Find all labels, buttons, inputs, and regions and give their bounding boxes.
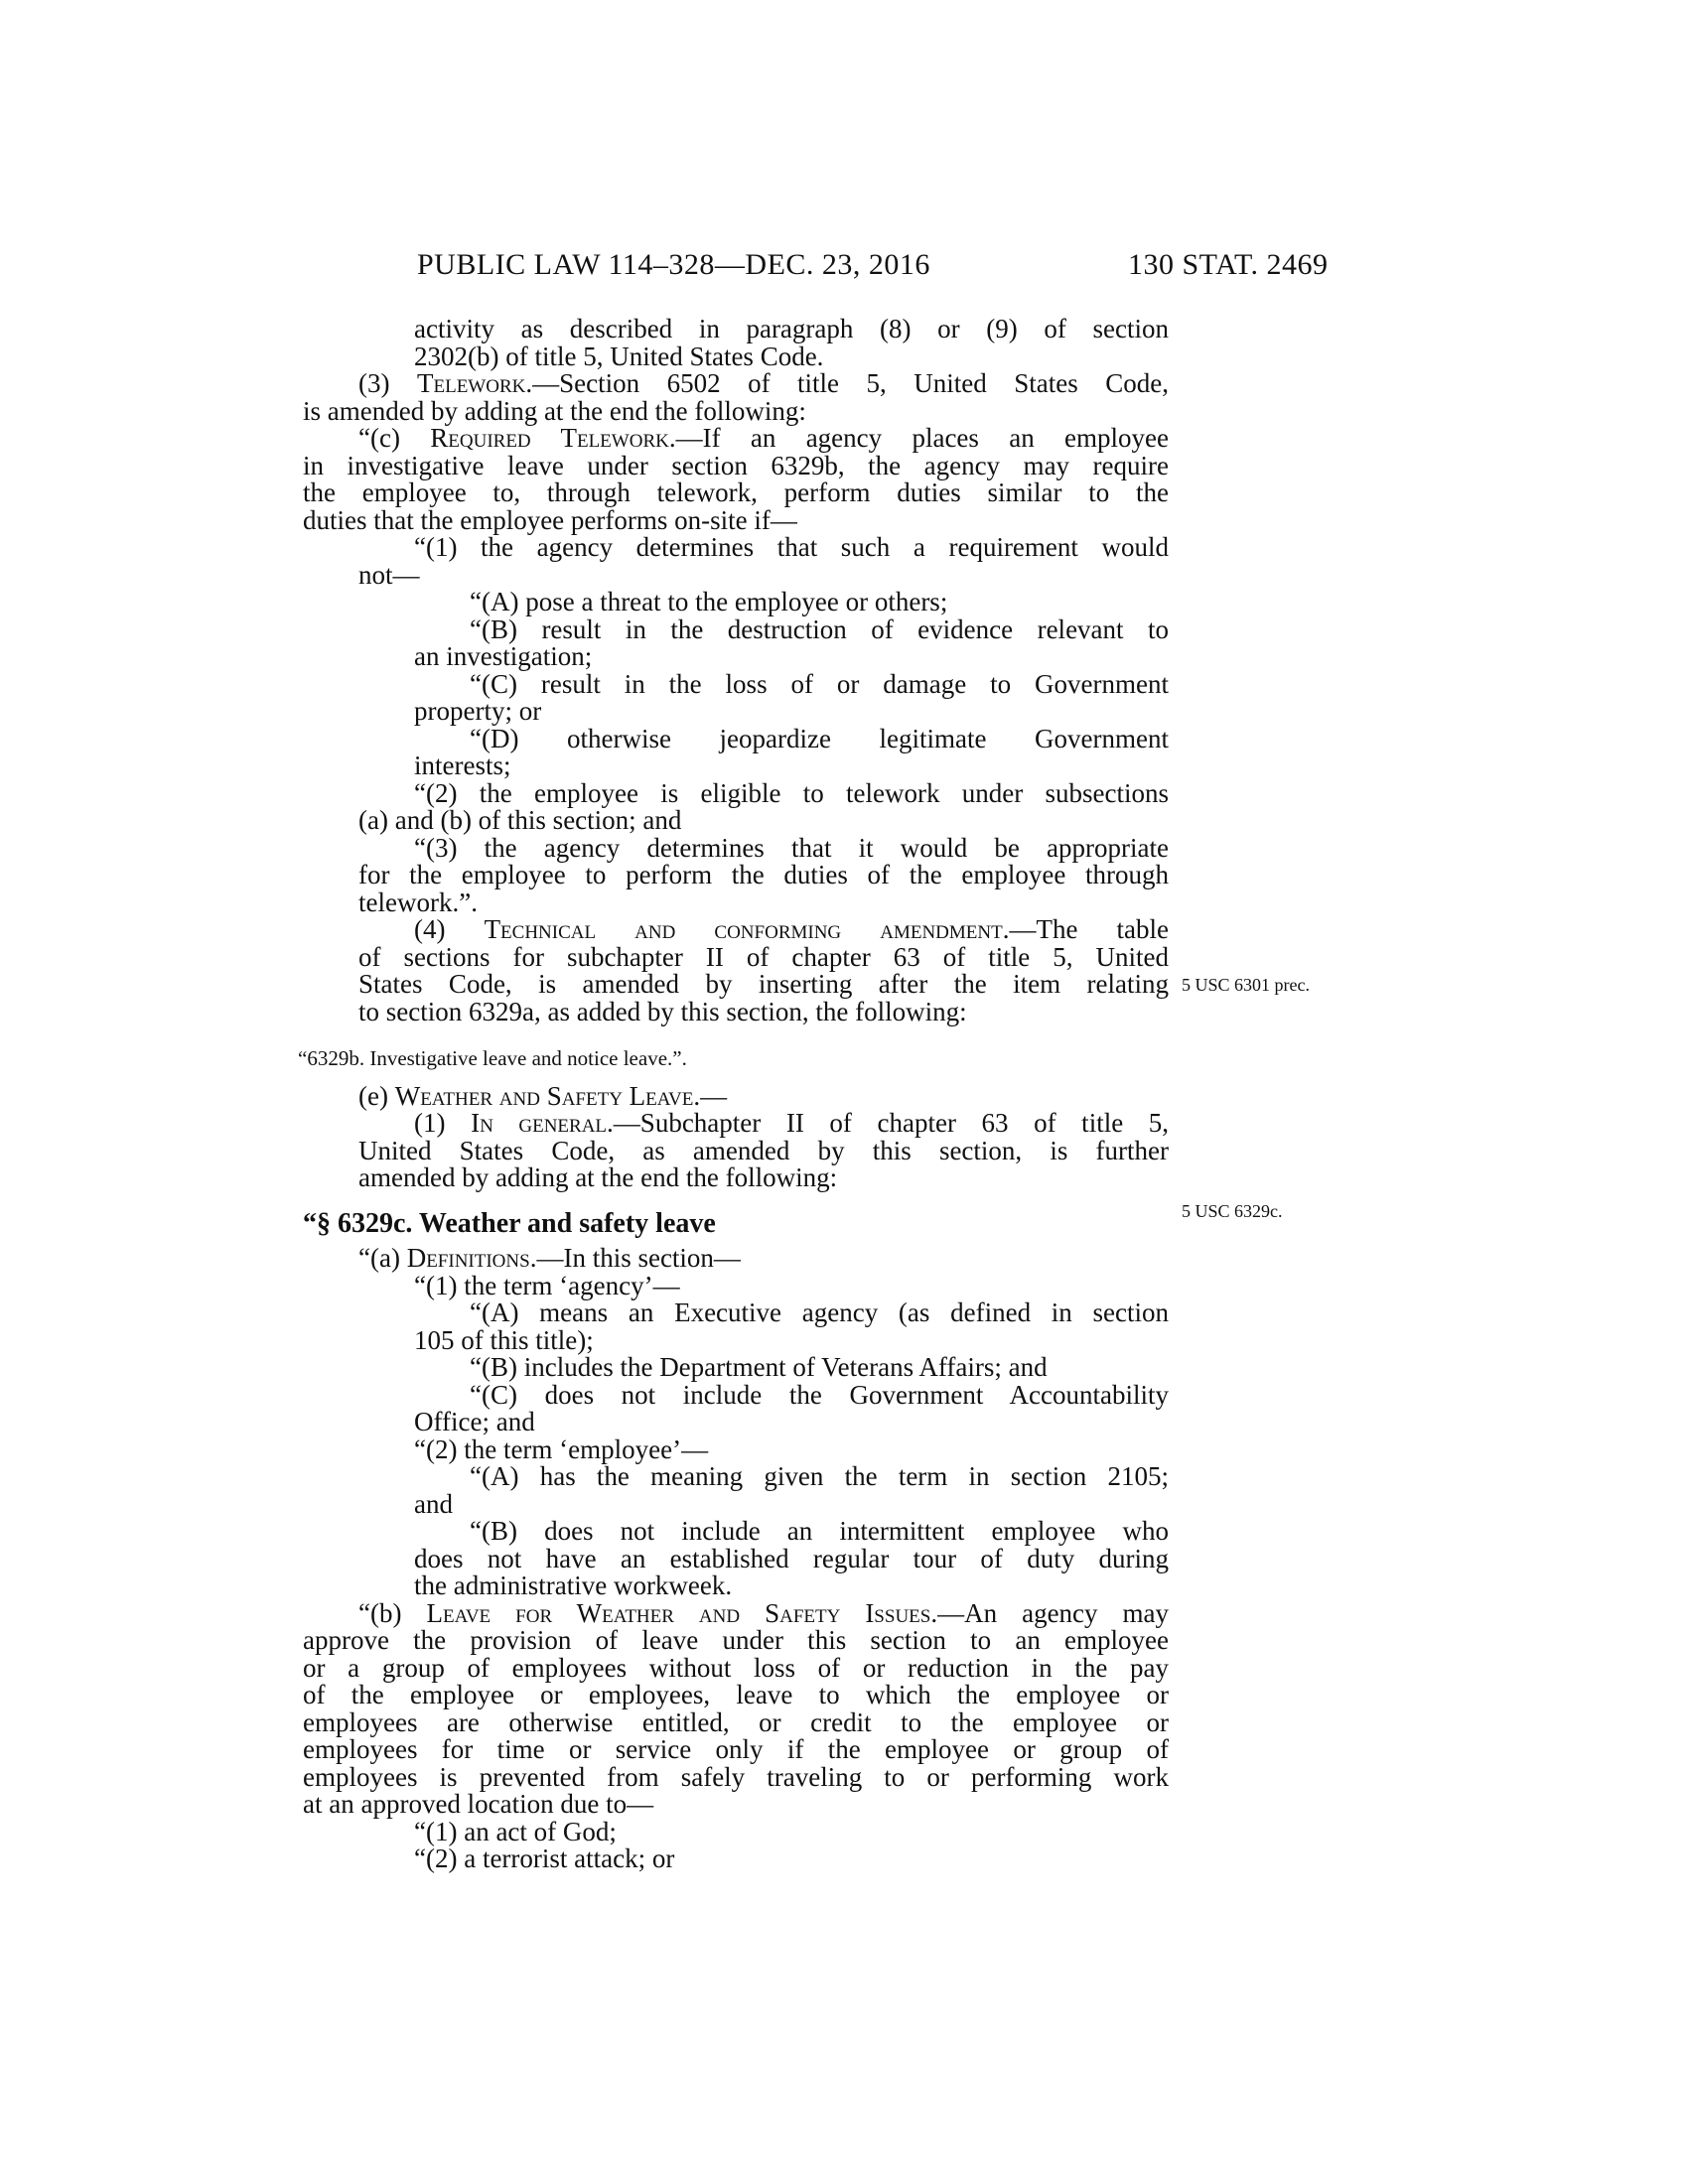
text-line: the administrative workweek. <box>414 1570 733 1600</box>
text-line: “(B) includes the Department of Veterans Affairs; and <box>470 1352 1048 1382</box>
text-line: States Code, is amended by inserting after the item relating <box>358 969 1169 999</box>
text-fragment: .—An agency may <box>930 1597 1170 1628</box>
text-line: duties that the employee performs on-site if— <box>303 504 797 535</box>
section-heading-6329c: “§ 6329c. Weather and safety leave <box>303 1207 716 1239</box>
text-line: “(1) the agency determines that such a requirement would <box>414 532 1169 562</box>
paragraph-number: (3) <box>358 368 417 398</box>
margin-note-usc-6329c: 5 USC 6329c. <box>1182 1201 1283 1221</box>
subsection-number: “(a) <box>358 1243 407 1273</box>
text-line: employees is prevented from safely traveling to or performing work <box>303 1761 1169 1792</box>
heading-technical-amendment: Technical and conforming amendment <box>484 914 1003 944</box>
text-line: “(C) does not include the Government Accountability <box>470 1379 1169 1410</box>
document-body <box>298 314 1170 1873</box>
subsection-weather-safety-leave <box>358 1080 1169 1111</box>
text-fragment: .—The table <box>1002 914 1170 944</box>
text-fragment: .—If an agency places an employee <box>668 423 1169 453</box>
text-line: “(B) result in the destruction of evidence relevant to <box>470 614 1169 644</box>
text-line: does not have an established regular tour of duty during <box>414 1543 1169 1573</box>
text-line: amended by adding at the end the following: <box>358 1162 838 1192</box>
text-line: “(1) an act of God; <box>414 1816 617 1846</box>
page-header <box>0 248 1688 288</box>
subsection-number: “(c) <box>358 423 431 453</box>
heading-telework: Telework <box>416 368 526 398</box>
text-line: is amended by adding at the end the following: <box>303 395 806 426</box>
text-line: not— <box>358 559 420 590</box>
text-line: “(A) pose a threat to the employee or others; <box>470 587 948 616</box>
text-line: property; or <box>414 696 542 726</box>
text-line: “(2) the employee is eligible to telework under subsections <box>414 777 1169 808</box>
text-line: or a group of employees without loss of or reduction in the pay <box>303 1652 1169 1683</box>
text-line: at an approved location due to— <box>303 1789 654 1819</box>
text-line: telework.”. <box>358 887 478 917</box>
text-line: activity as described in paragraph (8) or (9) of section <box>414 314 1169 343</box>
heading-leave-weather-safety-issues: Leave for Weather and Safety Issues <box>426 1597 931 1628</box>
text-line: to section 6329a, as added by this section, the following: <box>358 996 967 1026</box>
subsection-required-telework <box>358 425 1169 453</box>
text-line: “(2) the term ‘employee’— <box>414 1433 709 1464</box>
text-line: in investigative leave under section 6329b, the agency may require <box>303 450 1169 480</box>
text-line: “(B) does not include an intermittent employee who <box>470 1516 1169 1546</box>
text-line: 105 of this title); <box>414 1324 594 1355</box>
text-fragment: .—Subchapter II of chapter 63 of title 5, <box>607 1108 1170 1138</box>
text-line: an investigation; <box>414 641 593 671</box>
subsection-number: “(b) <box>358 1597 427 1628</box>
heading-definitions: Definitions <box>406 1243 530 1273</box>
text-line: and <box>414 1488 453 1519</box>
text-line: (a) and (b) of this section; and <box>358 805 682 835</box>
text-fragment: .—In this section— <box>529 1243 741 1273</box>
text-line: “(A) has the meaning given the term in section 2105; <box>470 1461 1169 1491</box>
text-line: “(C) result in the loss of or damage to Government <box>470 668 1169 699</box>
paragraph-in-general <box>414 1110 1169 1138</box>
text-line: employees for time or service only if the employee or group of <box>303 1734 1169 1764</box>
subsection-leave-weather-safety-issues <box>358 1597 1170 1628</box>
subsection-definitions <box>358 1245 1169 1273</box>
text-fragment: .—Section 6502 of title 5, United States Code, <box>525 368 1169 398</box>
heading-required-telework: Required Telework <box>430 423 669 453</box>
text-line: United States Code, as amended by this section, is further <box>358 1135 1169 1165</box>
paragraph-number: (4) <box>414 914 485 944</box>
text-line: “(3) the agency determines that it would be appropriate <box>414 832 1169 863</box>
text-line: the employee to, through telework, perform duties similar to the <box>303 478 1169 507</box>
text-line: of sections for subchapter II of chapter 63 of title 5, United <box>358 941 1169 972</box>
margin-note-usc-6301: 5 USC 6301 prec. <box>1182 975 1310 995</box>
text-line: interests; <box>414 751 511 780</box>
text-line: approve the provision of leave under this section to an employee <box>303 1625 1169 1655</box>
heading-in-general: In general <box>471 1108 608 1138</box>
paragraph-technical-amendment <box>414 916 1169 944</box>
text-line: for the employee to perform the duties of the employee through <box>358 860 1169 889</box>
text-line: of the employee or employees, leave to which the employee or <box>303 1680 1169 1709</box>
subsection-number: (e) <box>358 1080 395 1111</box>
paragraph-number: (1) <box>414 1108 472 1138</box>
text-fragment: .— <box>693 1080 728 1111</box>
text-line: employees are otherwise entitled, or credit to the employee or <box>303 1706 1169 1737</box>
text-line: “(1) the term ‘agency’— <box>414 1270 680 1300</box>
text-line: “(D) otherwise jeopardize legitimate Government <box>470 723 1169 753</box>
heading-weather-safety-leave: Weather and Safety Leave <box>394 1080 694 1111</box>
stat-page-number: 130 STAT. 2469 <box>1128 248 1329 281</box>
text-line: Office; and <box>414 1407 535 1436</box>
table-of-sections-item: “6329b. Investigative leave and notice leave.”. <box>298 1046 687 1070</box>
text-line: 2302(b) of title 5, United States Code. <box>414 341 824 371</box>
page-title: PUBLIC LAW 114–328—DEC. 23, 2016 <box>417 248 930 281</box>
text-line: “(A) means an Executive agency (as defined in section <box>470 1297 1169 1327</box>
text-line: “(2) a terrorist attack; or <box>414 1843 675 1873</box>
paragraph-telework <box>358 370 1169 398</box>
